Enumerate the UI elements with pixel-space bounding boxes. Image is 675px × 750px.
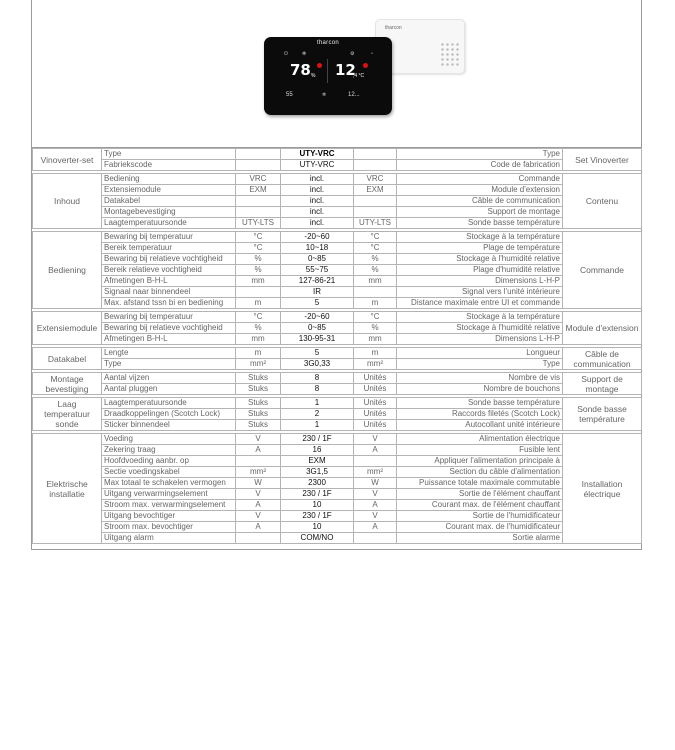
param-value: incl. [281, 174, 354, 185]
param-label-nl: Uitgang bevochtiger [102, 511, 236, 522]
display-humidity-unit: % [311, 73, 316, 79]
param-label-fr: Autocollant unité intérieure [397, 420, 563, 431]
unit-fr: mm² [354, 359, 397, 370]
group-label-nl: Laag temperatuur sonde [33, 398, 102, 431]
table-row [33, 323, 642, 334]
unit-nl: W [236, 478, 281, 489]
param-label-nl: Uitgang verwarmingselement [102, 489, 236, 500]
param-value: 230 / 1F [281, 489, 354, 500]
param-label-nl: Laagtemperatuursonde [102, 398, 236, 409]
param-label-fr: Signal vers l'unité intérieure [397, 287, 563, 298]
param-label-nl: Type [102, 359, 236, 370]
param-label-nl: Signaal naar binnendeel [102, 287, 236, 298]
param-value: 10 [281, 522, 354, 533]
unit-fr [354, 533, 397, 544]
unit-nl: Stuks [236, 384, 281, 395]
table-row [33, 254, 642, 265]
table-row [33, 265, 642, 276]
param-label-fr: Plage d'humidité relative [397, 265, 563, 276]
param-label-nl: Bewaring bij temperatuur [102, 312, 236, 323]
group-label-nl: Bediening [33, 232, 102, 309]
param-label-nl: Hoofdvoeding aanbr. op [102, 456, 236, 467]
param-label-fr: Module d'extension [397, 185, 563, 196]
param-value: 3G0,33 [281, 359, 354, 370]
param-label-fr: Nombre de vis [397, 373, 563, 384]
param-label-fr: Nombre de bouchons [397, 384, 563, 395]
table-row [33, 232, 642, 243]
unit-nl [236, 149, 281, 160]
controller-image [264, 37, 392, 115]
unit-fr: Unités [354, 384, 397, 395]
param-value: 10 [281, 500, 354, 511]
param-value: 0~85 [281, 254, 354, 265]
table-row [33, 478, 642, 489]
param-label-nl: Lengte [102, 348, 236, 359]
table-row [33, 511, 642, 522]
param-value: EXM [281, 456, 354, 467]
param-label-fr: Commande [397, 174, 563, 185]
unit-fr: % [354, 254, 397, 265]
param-label-nl: Uitgang alarm [102, 533, 236, 544]
param-value: 55~75 [281, 265, 354, 276]
table-row [33, 522, 642, 533]
param-label-fr: Sonde basse température [397, 218, 563, 229]
table-row [33, 174, 642, 185]
table-row [33, 348, 642, 359]
param-value: 10~18 [281, 243, 354, 254]
unit-nl: % [236, 254, 281, 265]
unit-nl [236, 533, 281, 544]
param-label-fr: Longueur [397, 348, 563, 359]
param-value: -20~60 [281, 312, 354, 323]
unit-fr: W [354, 478, 397, 489]
unit-nl [236, 456, 281, 467]
param-label-fr: Courant max. de l'humidificateur [397, 522, 563, 533]
unit-nl: % [236, 323, 281, 334]
display-humidity-value: 78 [290, 61, 311, 79]
param-label-nl: Voeding [102, 434, 236, 445]
unit-nl: °C [236, 232, 281, 243]
param-value: 2 [281, 409, 354, 420]
param-label-nl: Afmetingen B-H-L [102, 276, 236, 287]
unit-fr: Unités [354, 398, 397, 409]
unit-fr: A [354, 522, 397, 533]
fan-icon: ✻ [302, 51, 307, 57]
table-row [33, 160, 642, 171]
param-value: 8 [281, 373, 354, 384]
group-label-nl: Datakabel [33, 348, 102, 370]
unit-nl: V [236, 489, 281, 500]
unit-nl: Stuks [236, 409, 281, 420]
table-row [33, 196, 642, 207]
unit-nl: Stuks [236, 373, 281, 384]
param-value: 230 / 1F [281, 434, 354, 445]
param-label-fr: Sonde basse température [397, 398, 563, 409]
spec-sheet [31, 0, 642, 550]
unit-nl: mm² [236, 359, 281, 370]
param-label-fr: Alimentation électrique [397, 434, 563, 445]
param-label-fr: Plage de température [397, 243, 563, 254]
param-value: 8 [281, 384, 354, 395]
unit-fr: V [354, 511, 397, 522]
module-brand-label: tharcon [385, 25, 402, 31]
table-row [33, 287, 642, 298]
unit-fr: Unités [354, 420, 397, 431]
table-row [33, 334, 642, 345]
group-label-nl: Inhoud [33, 174, 102, 229]
param-label-fr: Câble de communication [397, 196, 563, 207]
param-value: 127-86-21 [281, 276, 354, 287]
unit-nl: % [236, 265, 281, 276]
display-temperature-unit: ,4 °C [353, 73, 365, 79]
unit-nl: mm² [236, 467, 281, 478]
param-value: 0~85 [281, 323, 354, 334]
param-label-nl: Laagtemperatuursonde [102, 218, 236, 229]
unit-nl: °C [236, 243, 281, 254]
param-label-fr: Raccords filetés (Scotch Lock) [397, 409, 563, 420]
param-label-nl: Bewaring bij relatieve vochtigheid [102, 323, 236, 334]
table-row [33, 185, 642, 196]
unit-fr: °C [354, 243, 397, 254]
unit-fr [354, 456, 397, 467]
unit-nl: mm [236, 276, 281, 287]
unit-fr [354, 207, 397, 218]
unit-nl: m [236, 348, 281, 359]
display-bottom-right-value: 12... [348, 92, 360, 98]
param-value: 2300 [281, 478, 354, 489]
unit-fr [354, 149, 397, 160]
table-row [33, 445, 642, 456]
param-label-nl: Extensiemodule [102, 185, 236, 196]
param-value: 130-95-31 [281, 334, 354, 345]
table-row [33, 434, 642, 445]
unit-fr: mm [354, 276, 397, 287]
table-row [33, 312, 642, 323]
param-label-fr: Support de montage [397, 207, 563, 218]
product-image-area [32, 0, 641, 148]
param-label-fr: Stockage à l'humidité relative [397, 323, 563, 334]
unit-fr: Unités [354, 373, 397, 384]
table-row [33, 489, 642, 500]
unit-fr: mm² [354, 467, 397, 478]
param-label-nl: Stroom max. verwarmingselement [102, 500, 236, 511]
specification-table [32, 148, 642, 544]
param-label-fr: Fusible lent [397, 445, 563, 456]
param-label-fr: Appliquer l'alimentation principale à [397, 456, 563, 467]
group-label-fr: Installation électrique [563, 434, 642, 544]
param-label-nl: Montagebevestiging [102, 207, 236, 218]
unit-fr: Unités [354, 409, 397, 420]
param-label-nl: Aantal pluggen [102, 384, 236, 395]
param-value: 5 [281, 348, 354, 359]
unit-nl: Stuks [236, 420, 281, 431]
unit-fr: VRC [354, 174, 397, 185]
param-label-nl: Bewaring bij relatieve vochtigheid [102, 254, 236, 265]
unit-fr: UTY-LTS [354, 218, 397, 229]
unit-fr: % [354, 265, 397, 276]
param-label-fr: Sortie de l'humidificateur [397, 511, 563, 522]
unit-nl: V [236, 434, 281, 445]
param-label-nl: Draadkoppelingen (Scotch Lock) [102, 409, 236, 420]
param-label-nl: Zekering traag [102, 445, 236, 456]
table-row [33, 500, 642, 511]
device-brand-label: tharcon [316, 40, 340, 46]
param-value: incl. [281, 218, 354, 229]
unit-nl: mm [236, 334, 281, 345]
param-label-fr: Puissance totale maximale commutable [397, 478, 563, 489]
group-label-fr: Câble de communication [563, 348, 642, 370]
param-label-nl: Fabriekscode [102, 160, 236, 171]
unit-nl: Stuks [236, 398, 281, 409]
unit-nl: EXM [236, 185, 281, 196]
table-row [33, 207, 642, 218]
settings-icon: ⚙ [350, 51, 355, 57]
unit-nl: UTY-LTS [236, 218, 281, 229]
unit-nl: A [236, 445, 281, 456]
table-row [33, 456, 642, 467]
unit-fr [354, 160, 397, 171]
unit-fr: °C [354, 232, 397, 243]
snowflake-icon: ❄ [322, 92, 327, 98]
unit-fr: m [354, 348, 397, 359]
param-label-fr: Sortie alarme [397, 533, 563, 544]
param-label-nl: Bereik temperatuur [102, 243, 236, 254]
unit-fr: A [354, 445, 397, 456]
param-label-nl: Max totaal te schakelen vermogen [102, 478, 236, 489]
power-icon: ⏻ [284, 51, 288, 57]
wifi-icon: ◔ [370, 51, 374, 57]
unit-fr: V [354, 489, 397, 500]
param-value: -20~60 [281, 232, 354, 243]
param-value: IR [281, 287, 354, 298]
unit-fr [354, 196, 397, 207]
param-label-fr: Courant max. de l'élément chauffant [397, 500, 563, 511]
param-label-nl: Bereik relatieve vochtigheid [102, 265, 236, 276]
table-row [33, 218, 642, 229]
humidity-indicator-dot [317, 63, 322, 68]
param-label-nl: Type [102, 149, 236, 160]
display-temperature-value: 12 [335, 61, 356, 79]
unit-nl [236, 287, 281, 298]
table-row [33, 373, 642, 384]
display-bottom-left-value: 55 [286, 92, 293, 98]
param-label-nl: Sticker binnendeel [102, 420, 236, 431]
param-label-fr: Type [397, 359, 563, 370]
unit-nl: VRC [236, 174, 281, 185]
param-value: 5 [281, 298, 354, 309]
param-value: incl. [281, 196, 354, 207]
param-label-nl: Datakabel [102, 196, 236, 207]
unit-nl: m [236, 298, 281, 309]
param-label-nl: Bediening [102, 174, 236, 185]
param-value: UTY-VRC [281, 160, 354, 171]
table-row [33, 533, 642, 544]
param-label-nl: Max. afstand tssn bi en bediening [102, 298, 236, 309]
param-label-nl: Aantal vijzen [102, 373, 236, 384]
param-label-fr: Dimensions L-H-P [397, 334, 563, 345]
unit-nl [236, 207, 281, 218]
param-label-nl: Afmetingen B-H-L [102, 334, 236, 345]
unit-fr: m [354, 298, 397, 309]
unit-fr: A [354, 500, 397, 511]
param-label-nl: Sectie voedingskabel [102, 467, 236, 478]
param-label-fr: Stockage à l'humidité relative [397, 254, 563, 265]
group-label-nl: Extensiemodule [33, 312, 102, 345]
group-label-fr: Commande [563, 232, 642, 309]
param-label-fr: Stockage à la température [397, 232, 563, 243]
param-label-fr: Code de fabrication [397, 160, 563, 171]
table-row [33, 384, 642, 395]
param-label-fr: Distance maximale entre UI et commande [397, 298, 563, 309]
unit-nl: V [236, 511, 281, 522]
param-value: 230 / 1F [281, 511, 354, 522]
table-row [33, 149, 642, 160]
unit-fr: % [354, 323, 397, 334]
unit-fr [354, 287, 397, 298]
param-value: incl. [281, 207, 354, 218]
param-label-fr: Stockage à la température [397, 312, 563, 323]
temperature-indicator-dot [363, 63, 368, 68]
display-separator [327, 59, 328, 83]
param-label-fr: Type [397, 149, 563, 160]
unit-nl [236, 160, 281, 171]
param-value: incl. [281, 185, 354, 196]
unit-nl: A [236, 500, 281, 511]
group-label-fr: Module d'extension [563, 312, 642, 345]
param-value: UTY-VRC [281, 149, 354, 160]
group-label-fr: Contenu [563, 174, 642, 229]
table-row [33, 467, 642, 478]
unit-fr: V [354, 434, 397, 445]
table-row [33, 420, 642, 431]
param-label-nl: Bewaring bij temperatuur [102, 232, 236, 243]
unit-fr: mm [354, 334, 397, 345]
group-label-nl: Montage bevestiging [33, 373, 102, 395]
table-row [33, 276, 642, 287]
group-label-fr: Set Vinoverter [563, 149, 642, 171]
group-label-fr: Sonde basse température [563, 398, 642, 431]
table-row [33, 359, 642, 370]
param-value: 3G1,5 [281, 467, 354, 478]
param-value: 16 [281, 445, 354, 456]
param-value: 1 [281, 420, 354, 431]
unit-nl [236, 196, 281, 207]
param-label-fr: Section du câble d'alimentation [397, 467, 563, 478]
param-label-fr: Dimensions L-H-P [397, 276, 563, 287]
unit-nl: A [236, 522, 281, 533]
unit-fr: EXM [354, 185, 397, 196]
group-label-nl: Elektrische installatie [33, 434, 102, 544]
group-label-fr: Support de montage [563, 373, 642, 395]
ventilation-holes [440, 42, 460, 68]
unit-nl: °C [236, 312, 281, 323]
unit-fr: °C [354, 312, 397, 323]
table-row [33, 398, 642, 409]
group-label-nl: Vinoverter-set [33, 149, 102, 171]
table-row [33, 409, 642, 420]
param-value: COM/NO [281, 533, 354, 544]
table-row [33, 243, 642, 254]
param-label-nl: Stroom max. bevochtiger [102, 522, 236, 533]
param-label-fr: Sortie de l'élément chauffant [397, 489, 563, 500]
table-row [33, 298, 642, 309]
param-value: 1 [281, 398, 354, 409]
